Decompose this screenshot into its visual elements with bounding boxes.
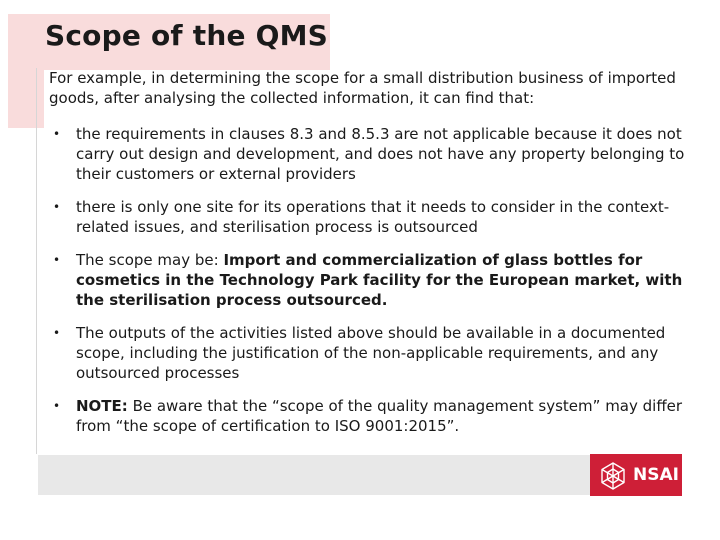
logo-text: NSAI bbox=[633, 465, 679, 485]
bullet-icon: • bbox=[53, 127, 61, 141]
footer-bar bbox=[38, 455, 680, 495]
nsai-emblem-icon bbox=[598, 461, 628, 491]
bullet-item bbox=[49, 124, 689, 184]
bullet-item bbox=[49, 396, 689, 436]
bullet-item bbox=[49, 197, 689, 237]
note-text: Be aware that the “scope of the quality management system” may differ from “the scope of certification to ISO 9001:2015”. bbox=[76, 397, 683, 435]
intro-paragraph: For example, in determining the scope for a small distribution business of imported goods, after analysing the collected information, it can find that: bbox=[49, 69, 676, 107]
bullet-text: there is only one site for its operations that it needs to consider in the context-related issues, and sterilisation process is outsourced bbox=[76, 198, 670, 236]
bullet-icon: • bbox=[53, 253, 61, 267]
bullet-item bbox=[49, 323, 689, 383]
bullet-text-prefix: The scope may be: bbox=[76, 251, 224, 269]
content-divider bbox=[36, 68, 37, 454]
bullet-item bbox=[49, 250, 689, 310]
bullet-icon: • bbox=[53, 399, 61, 413]
nsai-logo bbox=[590, 454, 682, 496]
bullet-icon: • bbox=[53, 326, 61, 340]
slide-title: Scope of the QMS bbox=[45, 19, 329, 52]
note-label: NOTE: bbox=[76, 397, 128, 415]
slide-body bbox=[49, 68, 689, 449]
bullet-icon: • bbox=[53, 200, 61, 214]
bullet-text: The outputs of the activities listed above should be available in a documented scope, including the justification of the non-applicable requirements, and any outsourced processes bbox=[76, 324, 666, 382]
bullet-text-bold: Import and commercialization of glass bottles for cosmetics in the Technology Park facility for the European market, with the sterilisation process outsourced. bbox=[76, 251, 683, 309]
bullet-text: the requirements in clauses 8.3 and 8.5.3 are not applicable because it does not carry out design and development, and does not have any property belonging to their customers or external providers bbox=[76, 125, 685, 183]
